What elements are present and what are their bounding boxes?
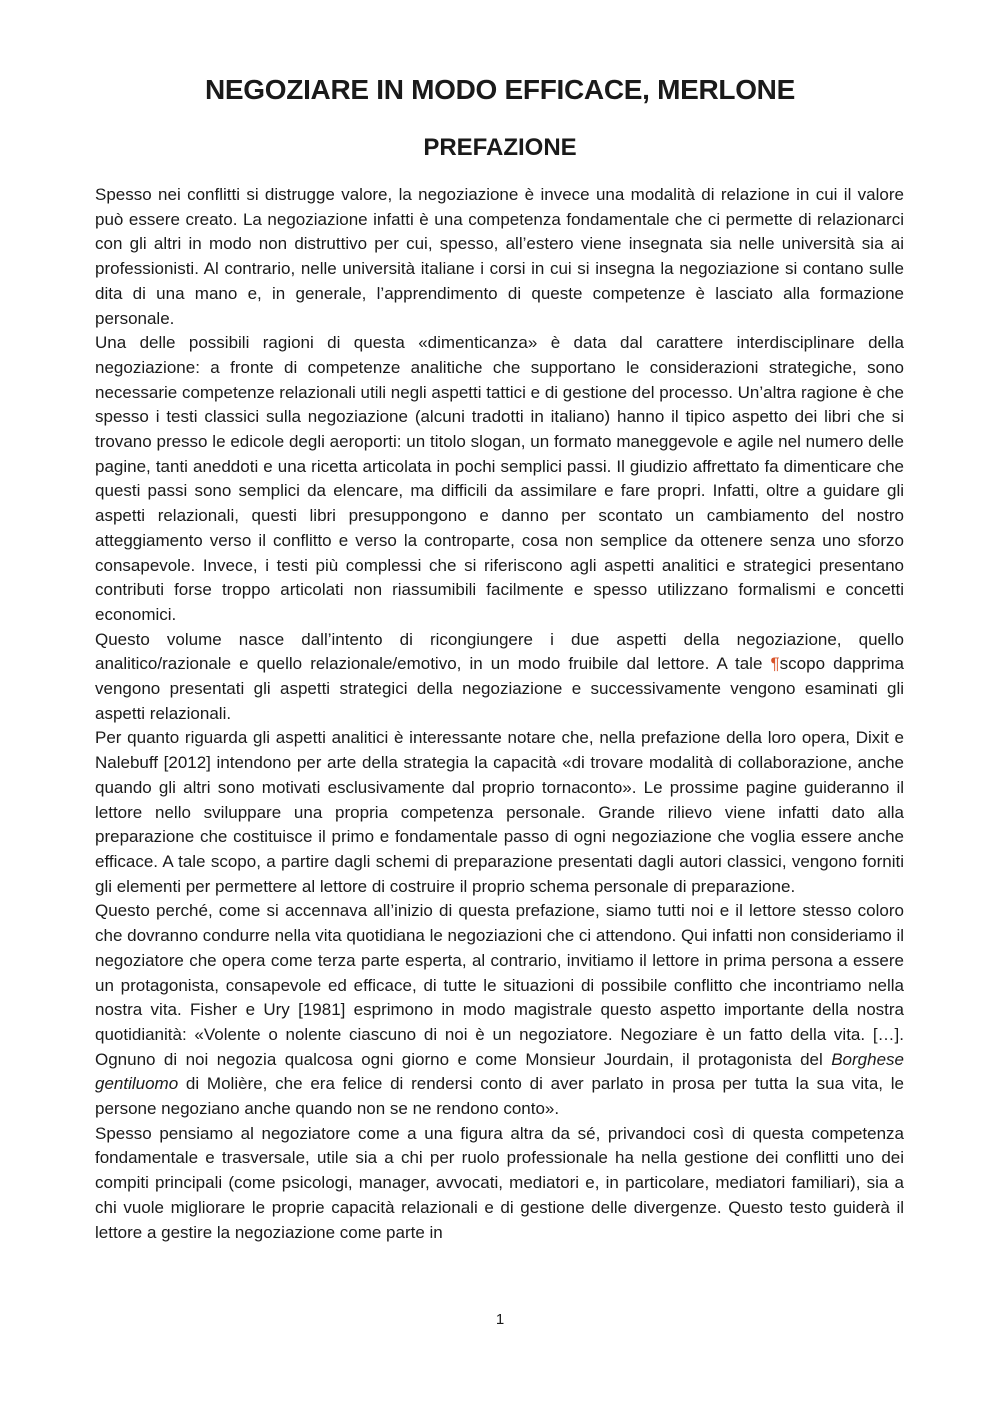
paragraph-4: Per quanto riguarda gli aspetti analitici è interessante notare che, nella prefazione della loro opera, Dixit e Nalebuff [2012] intendono per arte della strategia la capacità «di trovare modalità di collaborazione, anche quando gli altri sono motivati esclusivamente dal proprio tornaconto». Le prossime pagine guideranno il lettore nello sviluppare una propria competenza personale. Grande rilievo viene infatti dato alla preparazione che costituisce il primo e fondamentale passo di ogni negoziazione che voglia essere anche efficace. A tale scopo, a partire dagli schemi di preparazione presentati dagli autori classici, vengono forniti gli elementi per permettere al lettore di costruire il proprio schema personale di preparazione. <box>95 728 904 896</box>
body-text <box>95 183 904 1245</box>
paragraph-5-text-b: di Molière, che era felice di rendersi conto di aver parlato in prosa per tutta la sua vita, le persone negoziano anche quando non se ne rendono conto». <box>95 1074 904 1119</box>
pilcrow-mark: ¶ <box>770 654 780 674</box>
book-title-italic: Borghese gentiluomo <box>95 1049 904 1094</box>
paragraph-5 <box>95 899 904 1121</box>
paragraph-5-text-a: Questo perché, come si accennava all’inizio di questa prefazione, siamo tutti noi e il lettore stesso coloro che dovranno condurre nella vita quotidiana le negoziazioni che ci attendono. Qui infatti non consideriamo il negoziatore che opera come terza parte esperta, al contrario, invitiamo il lettore in prima persona a essere un protagonista, consapevole ed efficace, di tutte le situazioni di possibile conflitto che incontriamo nella nostra vita. Fisher e Ury [1981] esprimono in modo magistrale questo aspetto importante della nostra quotidianità: «Volente o nolente ciascuno di noi è un negoziatore. Negoziare è un fatto della vita. […]. Ognuno di noi negozia qualcosa ogni giorno e come Monsieur Jourdain, il protagonista del <box>95 901 904 1069</box>
paragraph-6: Spesso pensiamo al negoziatore come a una figura altra da sé, privandoci così di questa competenza fondamentale e trasversale, utile sia a chi per ruolo professionale ha nella gestione dei conflitti uno dei compiti principali (come psicologi, manager, avvocati, mediatori e, in particolare, mediatori familiari), sia a chi vuole migliorare le proprie capacità relazionali e di gestione delle divergenze. Questo testo guiderà il lettore a gestire la negoziazione come parte in <box>95 1123 904 1242</box>
paragraph-3-text-b: scopo dapprima vengono presentati gli aspetti strategici della negoziazione e successivamente vengono esaminati gli aspetti relazionali. <box>95 654 904 723</box>
paragraph-3-text-a: Questo volume nasce dall’intento di ricongiungere i due aspetti della negoziazione, quello analitico/razionale e quello relazionale/emotivo, in un modo fruibile dal lettore. A tale <box>95 629 904 674</box>
paragraph-2: Una delle possibili ragioni di questa «dimenticanza» è data dal carattere interdisciplinare della negoziazione: a fronte di competenze analitiche che supportano le considerazioni strategiche, sono necessarie competenze relazionali utili negli aspetti tattici e di gestione del processo. Un’altra ragione è che spesso i testi classici sulla negoziazione (alcuni tradotti in italiano) hanno il tipico aspetto dei libri che si trovano presso le edicole degli aeroporti: un titolo slogan, un formato maneggevole e agile nel numero delle pagine, tanti aneddoti e una ricetta articolata in pochi semplici passi. Il giudizio affrettato fa dimenticare che questi passi sono semplici da elencare, ma difficili da assimilare e fare propri. Infatti, oltre a guidare gli aspetti relazionali, questi libri presuppongono e danno per scontato un cambiamento del nostro atteggiamento verso il conflitto e verso la controparte, cosa non semplice da ottenere senza uno sforzo consapevole. Invece, i testi più complessi che si riferiscono agli aspetti analitici e strategici presentano contributi forse troppo articolati non riassumibili facilmente e spesso utilizzano formalismi e concetti economici. <box>95 333 904 624</box>
section-heading: PREFAZIONE <box>423 134 577 161</box>
paragraph-1: Spesso nei conflitti si distrugge valore, la negoziazione è invece una modalità di relazione in cui il valore può essere creato. La negoziazione infatti è una competenza fondamentale che ci permette di relazionarci con gli altri in modo non distruttivo per cui, spesso, all’estero viene insegnata sia nelle università sia ai professionisti. Al contrario, nelle università italiane i corsi in cui si insegna la negoziazione si contano sulle dita di una mano e, in generale, l’apprendimento di queste competenze è lasciato alla formazione personale. <box>95 185 904 328</box>
paragraph-3 <box>95 628 904 727</box>
document-title: NEGOZIARE IN MODO EFFICACE, MERLONE <box>205 74 795 105</box>
page-number: 1 <box>495 1311 505 1328</box>
